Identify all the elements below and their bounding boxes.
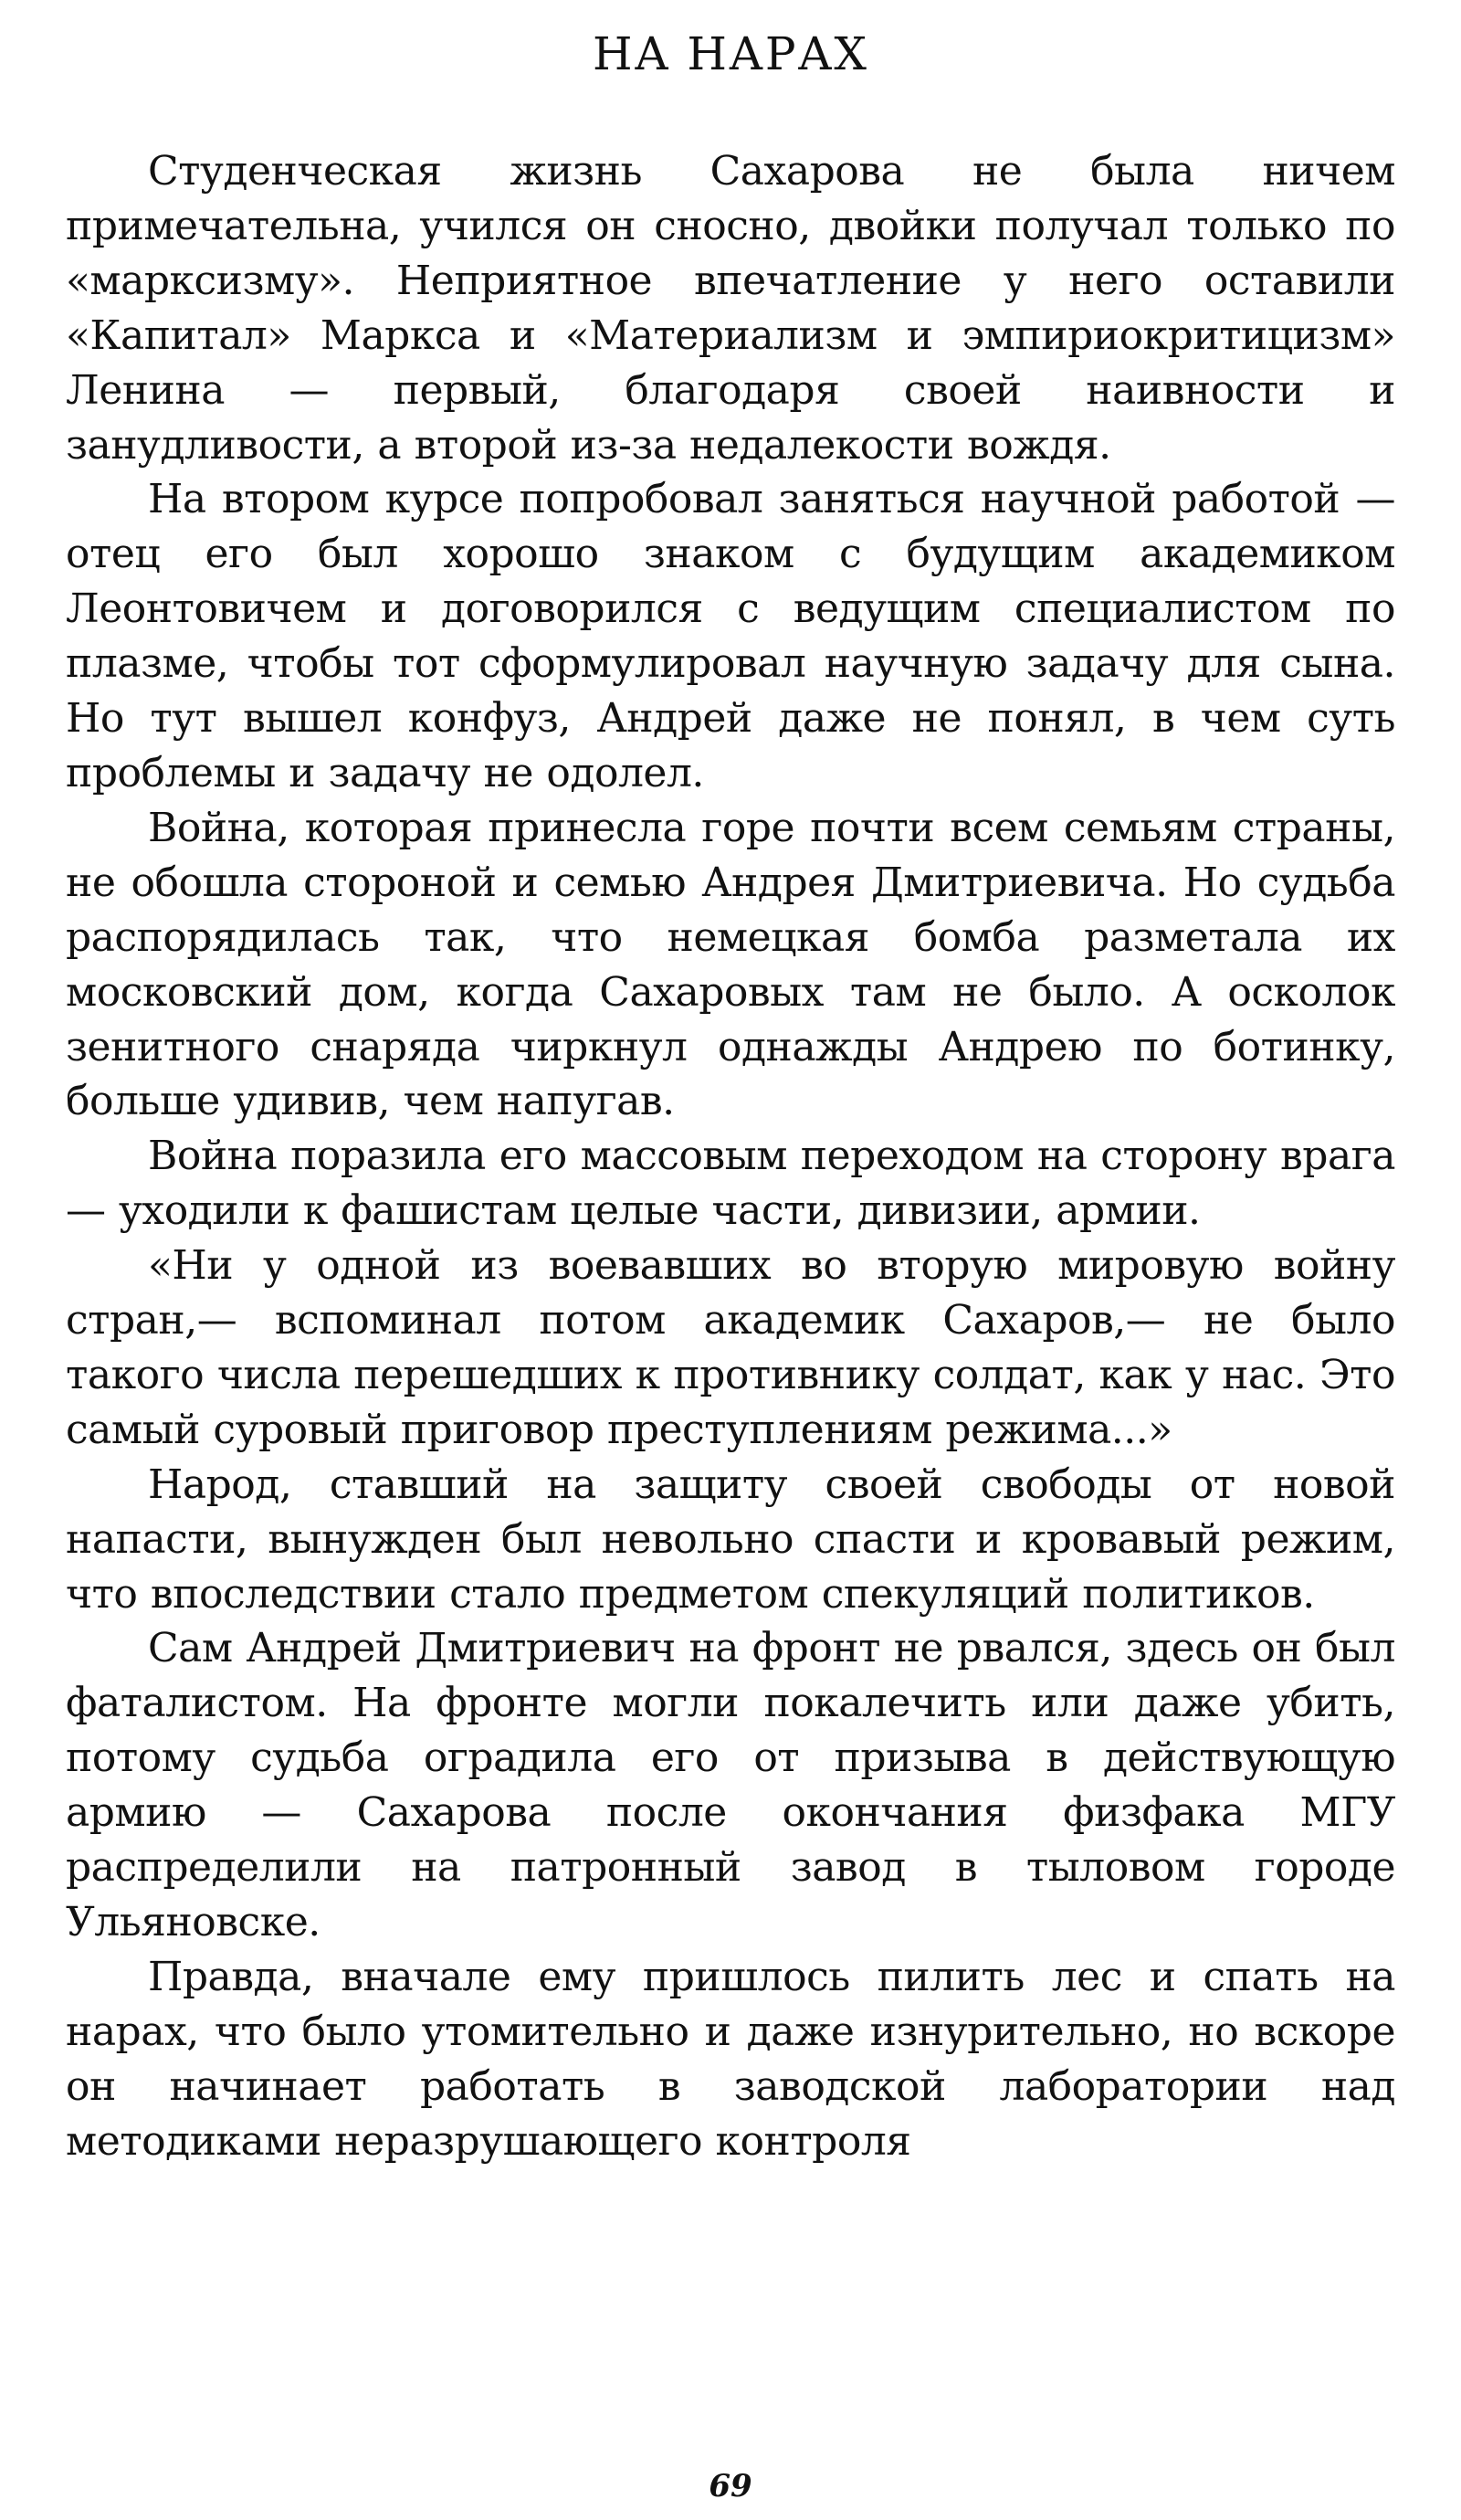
body-text: [66, 144, 1395, 2169]
paragraph: Студенческая жизнь Сахарова не была ничем примечательна, учился он сносно, двойки получал только по «марксизму». Неприятное впечатление у него оставили «Капитал» Маркса и «Материализм и эмпириокритицизм» Ленина — первый, благодаря своей наивности и занудливости, а второй из-за недалекости вождя.: [66, 148, 1395, 469]
paragraph: Война, которая принесла горе почти всем семьям страны, не обошла стороной и семью Андрея Дмитриевича. Но судьба распорядилась так, что немецкая бомба разметала их московский дом, когда Сахаровых там не было. А осколок зенитного снаряда чиркнул однажды Андрею по ботинку, больше удивив, чем напугав.: [66, 804, 1395, 1125]
paragraph: «Ни у одной из воевавших во вторую мировую войну стран,— вспоминал потом академик Сахаров,— не было такого числа перешедших к противнику солдат, как у нас. Это самый суровый приговор преступлениям режима...»: [66, 1242, 1395, 1453]
paragraph: Правда, вначале ему пришлось пилить лес и спать на нарах, что было утомительно и даже изнурительно, но вскоре он начинает работать в заводской лаборатории над методиками неразрушающего контроля: [66, 1953, 1395, 2165]
paragraph: Сам Андрей Дмитриевич на фронт не рвался, здесь он был фаталистом. На фронте могли покалечить или даже убить, потому судьба оградила его от призыва в действующую армию — Сахарова после окончания физфака МГУ распределили на патронный завод в тыловом городе Ульяновске.: [66, 1625, 1395, 1945]
paragraph: На втором курсе попробовал заняться научной работой — отец его был хорошо знаком с будущим академиком Леонтовичем и договорился с ведущим специалистом по плазме, чтобы тот сформулировал научную задачу для сына. Но тут вышел конфуз, Андрей даже не понял, в чем суть проблемы и задачу не одолел.: [66, 476, 1395, 796]
chapter-title: НА НАРАХ: [593, 27, 868, 80]
page-number: 69: [709, 2468, 752, 2504]
paragraph: Война поразила его массовым переходом на сторону врага — уходили к фашистам целые части, дивизии, армии.: [66, 1133, 1395, 1235]
paragraph: Народ, ставший на защиту своей свободы от новой напасти, вынужден был невольно спасти и кровавый режим, что впоследствии стало предметом спекуляций политиков.: [66, 1460, 1395, 1618]
